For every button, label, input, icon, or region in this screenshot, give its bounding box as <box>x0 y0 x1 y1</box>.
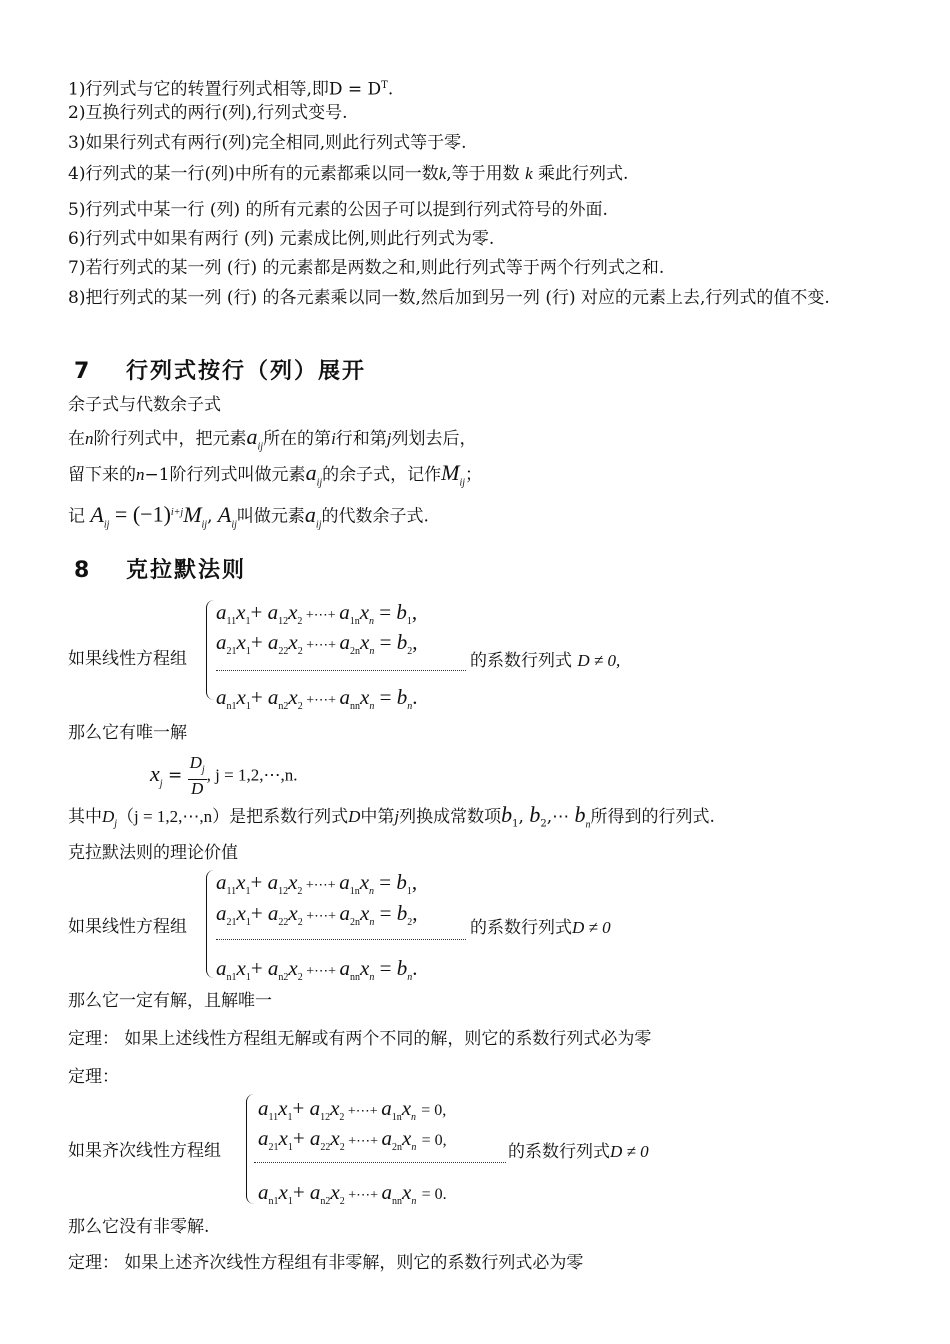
no-nonzero-solution: 那么它没有非零解. <box>68 1217 210 1237</box>
hom-row-1: $a_{11}x_1+ a_{12}x_2$ +⋯+ $a_{1n}x_n = 0$, <box>258 1096 447 1124</box>
hom-row-2: $a_{21}x_1+ a_{22}x_2$ +⋯+ $a_{2n}x_n = 0$, <box>258 1126 447 1154</box>
minor-definition-1: 在n阶行列式中，把元素$a_{ij}$所在的第i行和第j列划去后， <box>68 424 477 453</box>
system-brace <box>206 600 215 700</box>
equation2-row-1: $a_{11}x_1+ a_{12}x_2$ +⋯+ $a_{1n}x_n = b_1$, <box>216 870 418 898</box>
equation-row-1: $a_{11}x_1+ a_{12}x_2$ +⋯+ $a_{1n}x_n = b_1$, <box>216 600 418 628</box>
theorem-2-label: 定理： <box>68 1067 119 1087</box>
property-7: 7)若行列式的某一列 (行) 的元素都是两数之和,则此行列式等于两个行列式之和. <box>68 258 665 278</box>
if-linear-system-label: 如果线性方程组 <box>68 649 187 669</box>
equation-row-2: $a_{21}x_1+ a_{22}x_2$ +⋯+ $a_{2n}x_n = b_2$, <box>216 630 418 658</box>
homogeneous-brace <box>246 1094 255 1204</box>
must-have-solution: 那么它一定有解，且解唯一 <box>68 991 272 1011</box>
solution-formula: $x_j$ = $\frac{D_j}{D}$ , j = 1,2,⋯,n. <box>150 753 298 799</box>
property-5: 5)行列式中某一行 (列) 的所有元素的公因子可以提到行列式符号的外面. <box>68 200 608 220</box>
cofactor-subtitle: 余子式与代数余子式 <box>68 395 221 415</box>
if-homogeneous-label: 如果齐次线性方程组 <box>68 1141 221 1161</box>
property-1: 1)行列式与它的转置行列式相等,即$D = D^T$. <box>68 79 394 100</box>
equation-row-n: $a_{n1}x_1+ a_{n2}x_2$ +⋯+ $a_{nn}x_n = b_n$. <box>216 685 418 713</box>
theorem-3: 定理： 如果上述齐次线性方程组有非零解，则它的系数行列式必为零 <box>68 1253 584 1273</box>
system-brace-2 <box>206 870 215 978</box>
property-8: 8)把行列式的某一列 (行) 的各元素乘以同一数,然后加到另一列 (行) 对应的元素上去,行列式的值不变. <box>68 288 830 308</box>
dotted-separator <box>216 670 466 671</box>
coef-det-label-2: 的系数行列式D ≠ 0 <box>470 918 611 938</box>
dotted-separator-2 <box>216 939 466 940</box>
theorem-1: 定理： 如果上述线性方程组无解或有两个不同的解，则它的系数行列式必为零 <box>68 1029 652 1049</box>
equation2-row-2: $a_{21}x_1+ a_{22}x_2$ +⋯+ $a_{2n}x_n = b_2$, <box>216 901 418 929</box>
minor-definition-2: 留下来的n−1阶行列式叫做元素$a_{ij}$的余子式，记作$M_{ij}$； <box>68 460 483 489</box>
theory-value-heading: 克拉默法则的理论价值 <box>68 843 238 863</box>
dotted-separator-3 <box>254 1162 506 1163</box>
unique-solution-text: 那么它有唯一解 <box>68 723 187 743</box>
coef-det-label-3: 的系数行列式D ≠ 0 <box>508 1142 649 1162</box>
property-3: 3)如果行列式有两行(列)完全相同,则此行列式等于零. <box>68 133 467 153</box>
property-2: 2)互换行列式的两行(列),行列式变号. <box>68 103 348 123</box>
dj-explanation: 其中$D_j(j$ = 1,2,⋯,n）是把系数行列式D中第j列换成常数项$b_1$, $b_2,\cdots$ $b_n$所得到的行列式. <box>68 802 715 831</box>
section-7-heading: 7 行列式按行（列）展开 <box>74 359 367 384</box>
equation2-row-n: $a_{n1}x_1+ a_{n2}x_2$ +⋯+ $a_{nn}x_n = b_n$. <box>216 956 418 984</box>
property-4: 4)行列式的某一行(列)中所有的元素都乘以同一数k,等于用数 k 乘此行列式. <box>68 164 629 184</box>
section-8-heading: 8 克拉默法则 <box>74 558 247 583</box>
if-linear-system-label-2: 如果线性方程组 <box>68 917 187 937</box>
cofactor-definition: 记 $A_{ij} = (-1)^{i+j}M_{ij}$, $A_{ij}$叫做元素$a_{ij}$的代数余子式. <box>68 501 429 531</box>
property-6: 6)行列式中如果有两行 (列) 元素成比例,则此行列式为零. <box>68 229 495 249</box>
hom-row-n: $a_{n1}x_1+ a_{n2}x_2$ +⋯+ $a_{nn}x_n = 0$. <box>258 1180 447 1208</box>
coef-det-label: 的系数行列式 D ≠ 0, <box>470 651 621 671</box>
